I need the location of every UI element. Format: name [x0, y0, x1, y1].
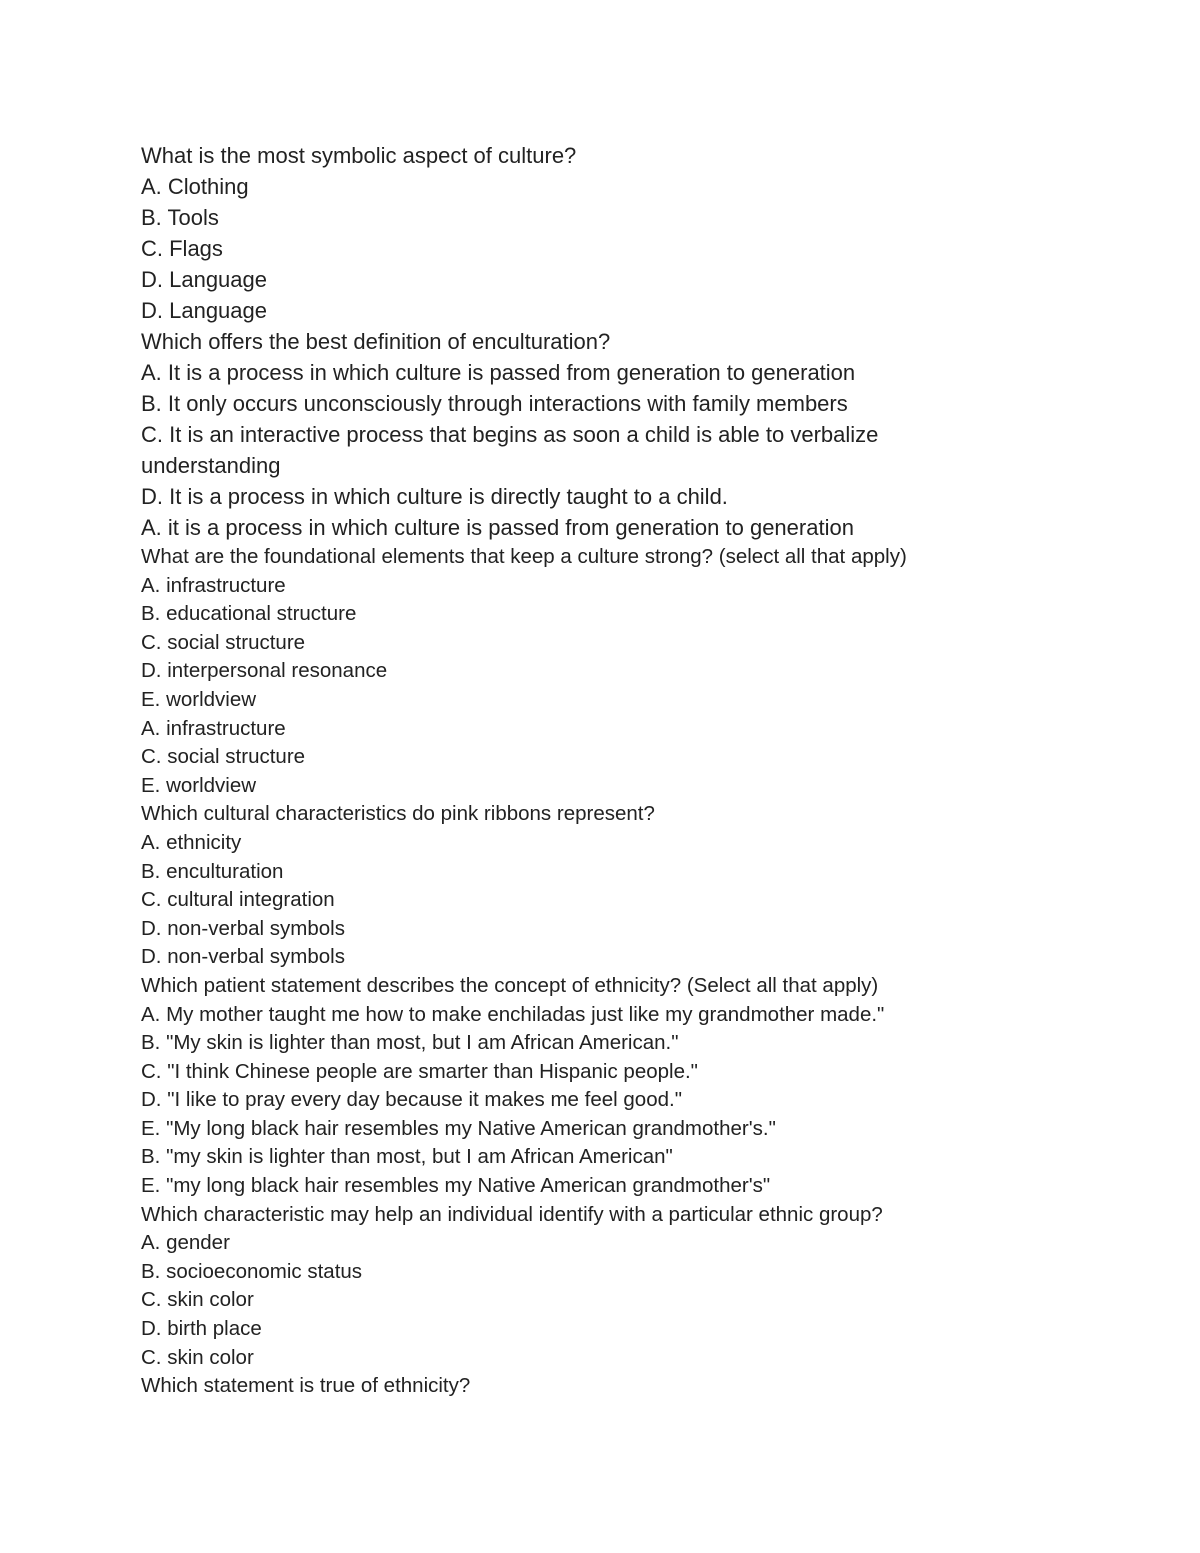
answer-option: C. Flags	[141, 236, 223, 261]
answer-option: B. socioeconomic status	[141, 1259, 363, 1283]
answer-option: E. worldview	[141, 687, 257, 711]
section-culture-ethnicity	[141, 543, 1141, 1401]
answer-option: C. cultural integration	[141, 888, 335, 912]
correct-answer: E. worldview	[141, 773, 257, 797]
answer-option: D. It is a process in which culture is directly taught to a child.	[141, 484, 728, 509]
question-text: What is the most symbolic aspect of culture?	[141, 143, 577, 168]
correct-answer: B. "my skin is lighter than most, but I am African American"	[141, 1145, 673, 1169]
correct-answer: D. Language	[141, 298, 267, 323]
answer-option: D. birth place	[141, 1317, 262, 1341]
question-text: Which offers the best definition of enculturation?	[141, 329, 611, 354]
answer-option: D. non-verbal symbols	[141, 916, 345, 940]
answer-option: C. skin color	[141, 1288, 254, 1312]
correct-answer: A. it is a process in which culture is passed from generation to generation	[141, 515, 854, 540]
question-text: Which cultural characteristics do pink ribbons represent?	[141, 802, 655, 826]
answer-option: A. ethnicity	[141, 830, 242, 854]
correct-answer: A. infrastructure	[141, 716, 286, 740]
correct-answer: C. skin color	[141, 1345, 254, 1369]
section-culture-enculturation	[141, 140, 1141, 543]
answer-option: C. "I think Chinese people are smarter than Hispanic people."	[141, 1059, 698, 1083]
answer-option: D. Language	[141, 267, 267, 292]
answer-option: B. enculturation	[141, 859, 284, 883]
answer-option: A. gender	[141, 1231, 230, 1255]
answer-option: E. "My long black hair resembles my Native American grandmother's."	[141, 1116, 776, 1140]
answer-option: B. "My skin is lighter than most, but I am African American."	[141, 1031, 679, 1055]
question-text: What are the foundational elements that keep a culture strong? (select all that apply)	[141, 545, 907, 568]
correct-answer: D. non-verbal symbols	[141, 945, 345, 969]
answer-option: D. "I like to pray every day because it makes me feel good."	[141, 1088, 682, 1112]
answer-option: A. It is a process in which culture is passed from generation to generation	[141, 360, 856, 385]
answer-option: B. Tools	[141, 205, 219, 230]
answer-option: C. It is an interactive process that begins as soon a child is able to verbalize	[141, 422, 879, 447]
answer-option: A. My mother taught me how to make enchiladas just like my grandmother made."	[141, 1002, 885, 1026]
question-text: Which patient statement describes the concept of ethnicity? (Select all that apply)	[141, 973, 879, 997]
answer-option: A. infrastructure	[141, 573, 286, 597]
answer-option: B. educational structure	[141, 602, 357, 626]
document-page	[141, 140, 1141, 1401]
correct-answer: E. "my long black hair resembles my Native American grandmother's"	[141, 1174, 771, 1198]
answer-option: B. It only occurs unconsciously through interactions with family members	[141, 391, 848, 416]
answer-option: A. Clothing	[141, 174, 249, 199]
question-text: Which characteristic may help an individual identify with a particular ethnic group?	[141, 1202, 883, 1226]
answer-option-continued: understanding	[141, 453, 281, 478]
answer-option: C. social structure	[141, 630, 306, 654]
correct-answer: C. social structure	[141, 745, 306, 769]
answer-option: D. interpersonal resonance	[141, 659, 388, 683]
question-text: Which statement is true of ethnicity?	[141, 1374, 471, 1398]
